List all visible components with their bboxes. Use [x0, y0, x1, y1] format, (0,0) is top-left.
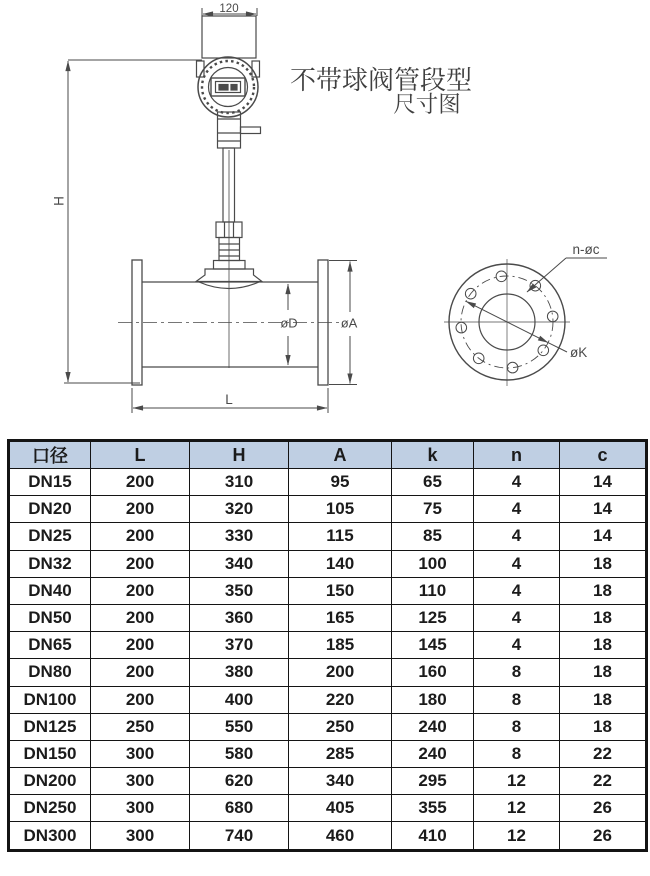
table-cell: 18	[560, 686, 647, 713]
table-cell: 200	[91, 632, 190, 659]
table-cell: 26	[560, 822, 647, 850]
table-cell: 12	[474, 795, 560, 822]
table-cell: 105	[289, 496, 392, 523]
column-header: A	[289, 441, 392, 469]
row-label-cell: DN25	[9, 523, 91, 550]
table-cell: 8	[474, 659, 560, 686]
row-label-cell: DN65	[9, 632, 91, 659]
table-cell: 200	[91, 550, 190, 577]
table-cell: 340	[289, 768, 392, 795]
table-cell: 300	[91, 768, 190, 795]
table-row	[9, 469, 647, 496]
table-cell: 370	[190, 632, 289, 659]
holes-leader	[527, 258, 607, 292]
row-label-cell: DN150	[9, 740, 91, 767]
table-cell: 360	[190, 604, 289, 631]
table-cell: 18	[560, 604, 647, 631]
table-cell: 14	[560, 523, 647, 550]
table-cell: 18	[560, 577, 647, 604]
table-cell: 12	[474, 822, 560, 850]
flange-holes-label: n-øc	[572, 242, 600, 257]
column-header: n	[474, 441, 560, 469]
table-cell: 165	[289, 604, 392, 631]
table-cell: 18	[560, 550, 647, 577]
table-cell: 4	[474, 604, 560, 631]
table-cell: 340	[190, 550, 289, 577]
table-cell: 300	[91, 822, 190, 850]
bolt-circle-dim	[466, 301, 567, 352]
table-cell: 200	[91, 469, 190, 496]
table-cell: 125	[392, 604, 474, 631]
transmitter-head	[197, 16, 260, 117]
table-cell: 240	[392, 740, 474, 767]
table-cell: 4	[474, 469, 560, 496]
table-cell: 75	[392, 496, 474, 523]
table-cell: 12	[474, 768, 560, 795]
table-row	[9, 740, 647, 767]
table-cell: 22	[560, 740, 647, 767]
dim-120-label: 120	[219, 3, 239, 15]
table-cell: 200	[91, 686, 190, 713]
table-row	[9, 550, 647, 577]
dim-l-label: L	[225, 392, 233, 407]
table-cell: 85	[392, 523, 474, 550]
column-header: L	[91, 441, 190, 469]
table-cell: 740	[190, 822, 289, 850]
table-row	[9, 523, 647, 550]
table-cell: 4	[474, 523, 560, 550]
technical-drawing	[0, 0, 650, 437]
row-label-cell: DN250	[9, 795, 91, 822]
table-cell: 14	[560, 469, 647, 496]
table-row	[9, 686, 647, 713]
table-cell: 320	[190, 496, 289, 523]
row-label-cell: DN100	[9, 686, 91, 713]
table-cell: 100	[392, 550, 474, 577]
table-cell: 200	[91, 577, 190, 604]
row-label-cell: DN20	[9, 496, 91, 523]
table-cell: 220	[289, 686, 392, 713]
table-row	[9, 713, 647, 740]
table-row	[9, 604, 647, 631]
table-cell: 26	[560, 795, 647, 822]
row-label-cell: DN15	[9, 469, 91, 496]
dim-a-label: øA	[340, 315, 358, 331]
table-cell: 550	[190, 713, 289, 740]
table-cell: 240	[392, 713, 474, 740]
table-cell: 400	[190, 686, 289, 713]
table-cell: 180	[392, 686, 474, 713]
table-cell: 285	[289, 740, 392, 767]
table-cell: 310	[190, 469, 289, 496]
column-header: c	[560, 441, 647, 469]
table-cell: 460	[289, 822, 392, 850]
row-label-cell: DN80	[9, 659, 91, 686]
table-cell: 200	[289, 659, 392, 686]
table-row	[9, 577, 647, 604]
row-label-cell: DN300	[9, 822, 91, 850]
cable-entry-stub	[241, 127, 261, 134]
row-label-cell: DN32	[9, 550, 91, 577]
table-cell: 110	[392, 577, 474, 604]
centerlines	[118, 150, 342, 368]
table-cell: 150	[289, 577, 392, 604]
table-cell: 14	[560, 496, 647, 523]
table-row	[9, 822, 647, 850]
bolt-circle-label: øK	[570, 345, 588, 360]
table-cell: 18	[560, 659, 647, 686]
table-cell: 330	[190, 523, 289, 550]
table-cell: 355	[392, 795, 474, 822]
table-body	[9, 469, 647, 851]
table-cell: 200	[91, 604, 190, 631]
dim-d-label: øD	[280, 315, 298, 331]
table-cell: 8	[474, 686, 560, 713]
table-cell: 8	[474, 713, 560, 740]
dim-H	[64, 60, 202, 383]
table-row	[9, 795, 647, 822]
table-cell: 140	[289, 550, 392, 577]
column-header: 口径	[9, 441, 91, 469]
table-cell: 4	[474, 632, 560, 659]
table-cell: 185	[289, 632, 392, 659]
table-cell: 405	[289, 795, 392, 822]
table-cell: 350	[190, 577, 289, 604]
table-cell: 300	[91, 740, 190, 767]
table-cell: 250	[289, 713, 392, 740]
row-label-cell: DN200	[9, 768, 91, 795]
table-cell: 580	[190, 740, 289, 767]
table-cell: 115	[289, 523, 392, 550]
table-cell: 160	[392, 659, 474, 686]
flange-end-view	[444, 258, 607, 386]
table-cell: 145	[392, 632, 474, 659]
table-cell: 200	[91, 496, 190, 523]
table-cell: 300	[91, 795, 190, 822]
dim-h-label: H	[51, 196, 67, 206]
table-cell: 250	[91, 713, 190, 740]
table-cell: 410	[392, 822, 474, 850]
row-label-cell: DN40	[9, 577, 91, 604]
table-cell: 620	[190, 768, 289, 795]
table-cell: 4	[474, 577, 560, 604]
column-header: k	[392, 441, 474, 469]
table-cell: 200	[91, 523, 190, 550]
table-cell: 18	[560, 713, 647, 740]
table-cell: 65	[392, 469, 474, 496]
table-row	[9, 659, 647, 686]
table-cell: 8	[474, 740, 560, 767]
table-cell: 18	[560, 632, 647, 659]
table-row	[9, 768, 647, 795]
drawing-title-line1: 不带球阀管段型	[289, 65, 473, 95]
drawing-title-line2: 尺寸图	[393, 92, 461, 117]
table-cell: 95	[289, 469, 392, 496]
row-label-cell: DN50	[9, 604, 91, 631]
table-cell: 295	[392, 768, 474, 795]
table-cell: 22	[560, 768, 647, 795]
table-cell: 200	[91, 659, 190, 686]
table-cell: 380	[190, 659, 289, 686]
column-header: H	[190, 441, 289, 469]
dimension-table	[7, 439, 648, 852]
row-label-cell: DN125	[9, 713, 91, 740]
table-row	[9, 496, 647, 523]
table-cell: 680	[190, 795, 289, 822]
table-cell: 4	[474, 496, 560, 523]
table-header-row	[9, 441, 647, 469]
table-row	[9, 632, 647, 659]
table-cell: 4	[474, 550, 560, 577]
